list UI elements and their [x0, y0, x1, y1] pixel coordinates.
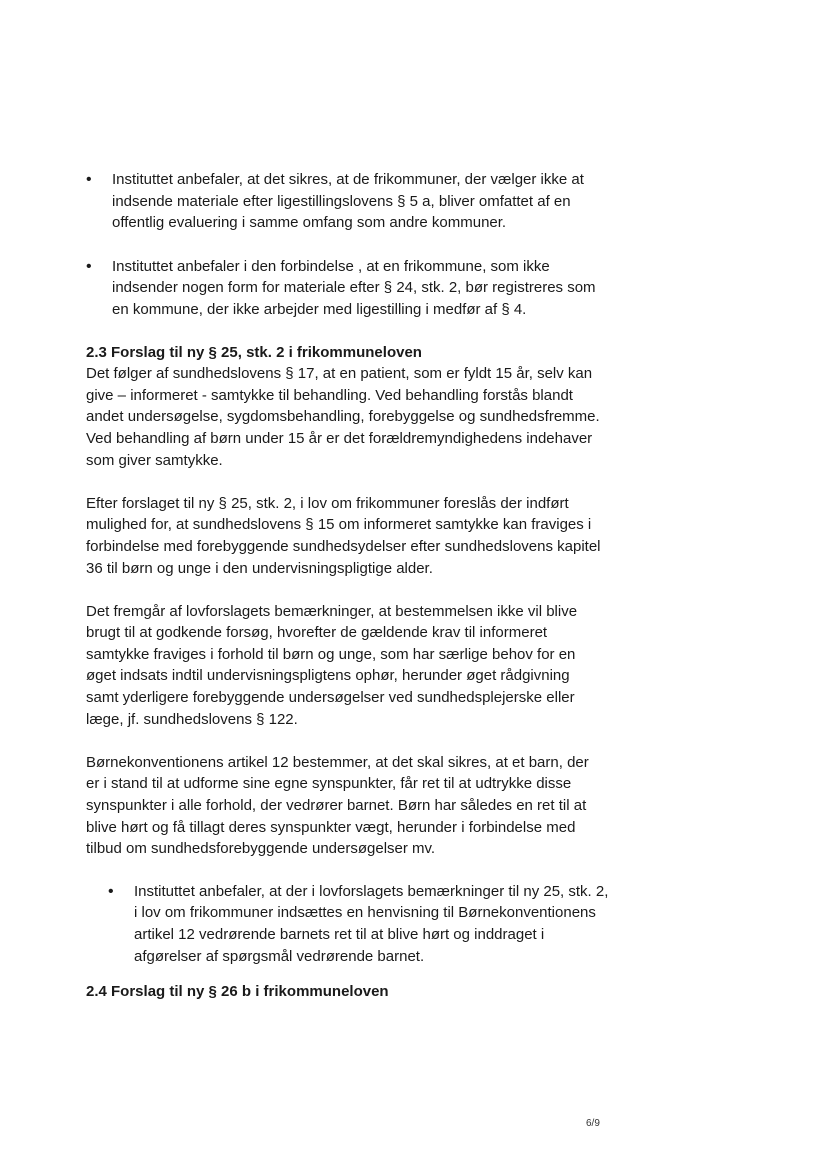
bullet-item: • Instituttet anbefaler, at der i lovforslagets bemærkninger til ny 25, stk. 2, i lov om frikommuner indsættes en henvisning til Børnekonventionens artikel 12 vedrørende barnets ret til at blive hørt og inddraget i afgørelser af spørgsmål vedrørende barnet. [108, 881, 610, 967]
paragraph: Børnekonventionens artikel 12 bestemmer, at det skal sikres, at et barn, der er i stand til at udforme sine egne synspunkter, får ret til at udtrykke disse synspunkter i alle forhold, der vedrører barnet. Børn har således en ret til at blive hørt og få tillagt deres synspunkter vægt, herunder i forbindelse med tilbud om sundhedsforebyggende undersøgelser mv. [86, 753, 589, 858]
page-number: 6/9 [586, 1118, 600, 1129]
paragraph: Det fremgår af lovforslagets bemærkninger, at bestemmelsen ikke vil blive brugt til at godkende forsøg, hvorefter de gældende krav til informeret samtykke fraviges i forhold til børn og unge, som har særlige behov for en øget indsats indtil undervisningspligtens ophør, herunder øget rådgivning samt yderligere forebyggende undersøgelser ved sundhedsplejerske eller læge, jf. sundhedslovens § 122. [86, 602, 578, 728]
paragraph: Det følger af sundhedslovens § 17, at en patient, som er fyldt 15 år, selv kan give – informeret - samtykke til behandling. Ved behandling forstås blandt andet undersøgelse, sygdomsbehandling, forebyggelse og sundhedsfremme. Ved behandling af børn under 15 år er det forældremyndighedens indehaver som giver samtykke. [86, 365, 600, 469]
bullet-item: • Instituttet anbefaler i den forbindelse , at en frikommune, som ikke indsender nogen form for materiale efter § 24, stk. 2, bør registreres som en kommune, der ikke arbejder med ligestilling i medfør af § 4. [86, 256, 606, 321]
bullet-item: • Instituttet anbefaler, at det sikres, at de frikommuner, der vælger ikke at indsende materiale efter ligestillingslovens § 5 a, bliver omfattet af en offentlig evaluering i samme omfang som andre kommuner. [86, 169, 606, 234]
section-heading: 2.4 Forslag til ny § 26 b i frikommuneloven [86, 983, 389, 1001]
paragraph: Efter forslaget til ny § 25, stk. 2, i lov om frikommuner foreslås der indført mulighed for, at sundhedslovens § 15 om informeret samtykke kan fraviges i forbindelse med forebyggende sundhedsydelser efter sundhedslovens kapitel 36 til børn og unge i den undervisningspligtige alder. [86, 494, 601, 577]
section-heading: 2.3 Forslag til ny § 25, stk. 2 i frikommuneloven [86, 343, 422, 361]
page-content [86, 169, 609, 1003]
